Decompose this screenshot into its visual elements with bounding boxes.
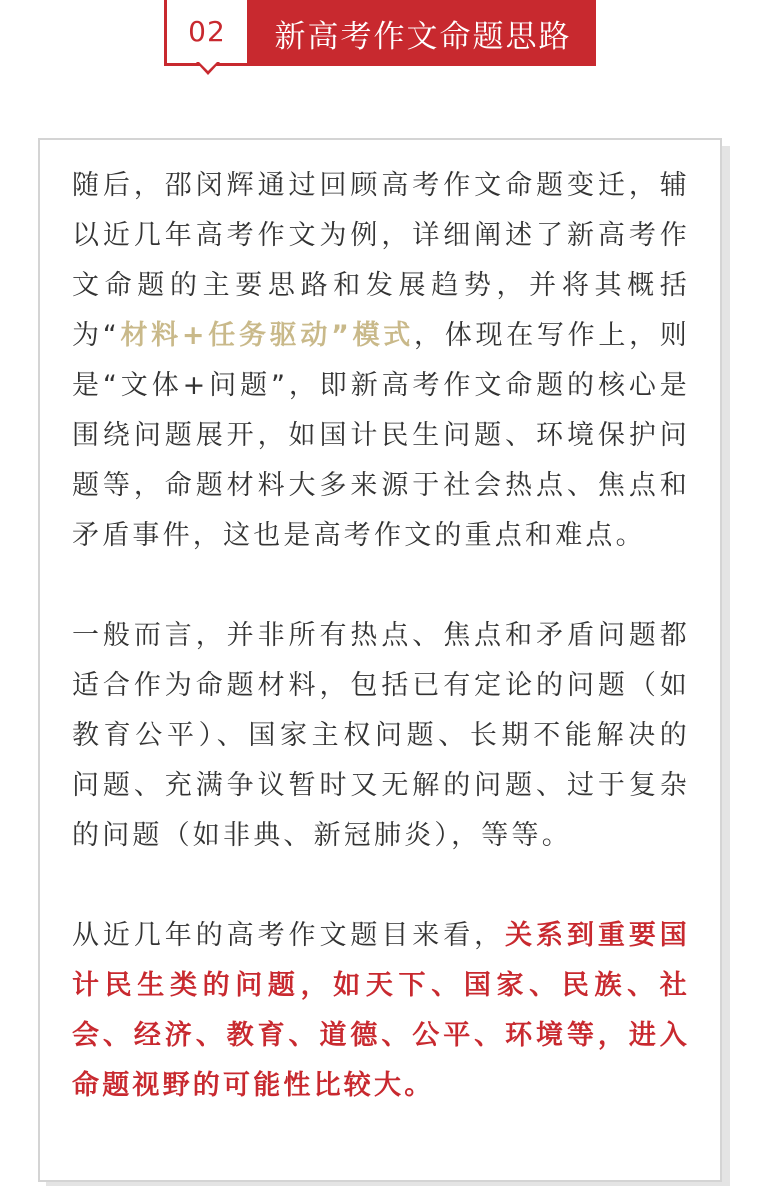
badge-pointer-inner	[199, 62, 217, 71]
paragraph-3-highlight: 关系到重要国计民生类的问题，如天下、国家、民族、社会、经济、教育、道德、公平、环境等，进入命题视野的可能性比较大。	[72, 920, 690, 1101]
paragraph-1-text-after: ，体现在写作上，则是“文体+问题”，即新高考作文命题的核心是围绕问题展开，如国计民生问题、环境保护问题等，命题材料大多来源于社会热点、焦点和矛盾事件，这也是高考作文的重点和难点。	[72, 320, 690, 551]
section-number: 02	[188, 15, 226, 48]
paragraph-3	[72, 911, 690, 1111]
section-number-badge	[164, 0, 250, 66]
paragraph-1-text-before: 随后，邵闵辉通过回顾高考作文命题变迁，辅以近几年高考作文为例，详细阐述了新高考作文命题的主要思路和发展趋势，并将其概括为“	[72, 170, 690, 351]
section-header	[164, 0, 596, 70]
content-card	[38, 138, 722, 1182]
section-title-box	[250, 0, 596, 66]
section-title: 新高考作文命题思路	[274, 18, 572, 55]
paragraph-3-text-before: 从近几年的高考作文题目来看，	[72, 920, 506, 951]
paragraph-2-text: 一般而言，并非所有热点、焦点和矛盾问题都适合作为命题材料，包括已有定论的问题（如教育公平）、国家主权问题、长期不能解决的问题、充满争议暂时又无解的问题、过于复杂的问题（如非典、新冠肺炎），等等。	[72, 620, 690, 851]
paragraph-1	[72, 161, 690, 561]
paragraph-2	[72, 611, 690, 861]
paragraph-1-highlight: 材料+任务驱动”模式	[119, 320, 415, 351]
